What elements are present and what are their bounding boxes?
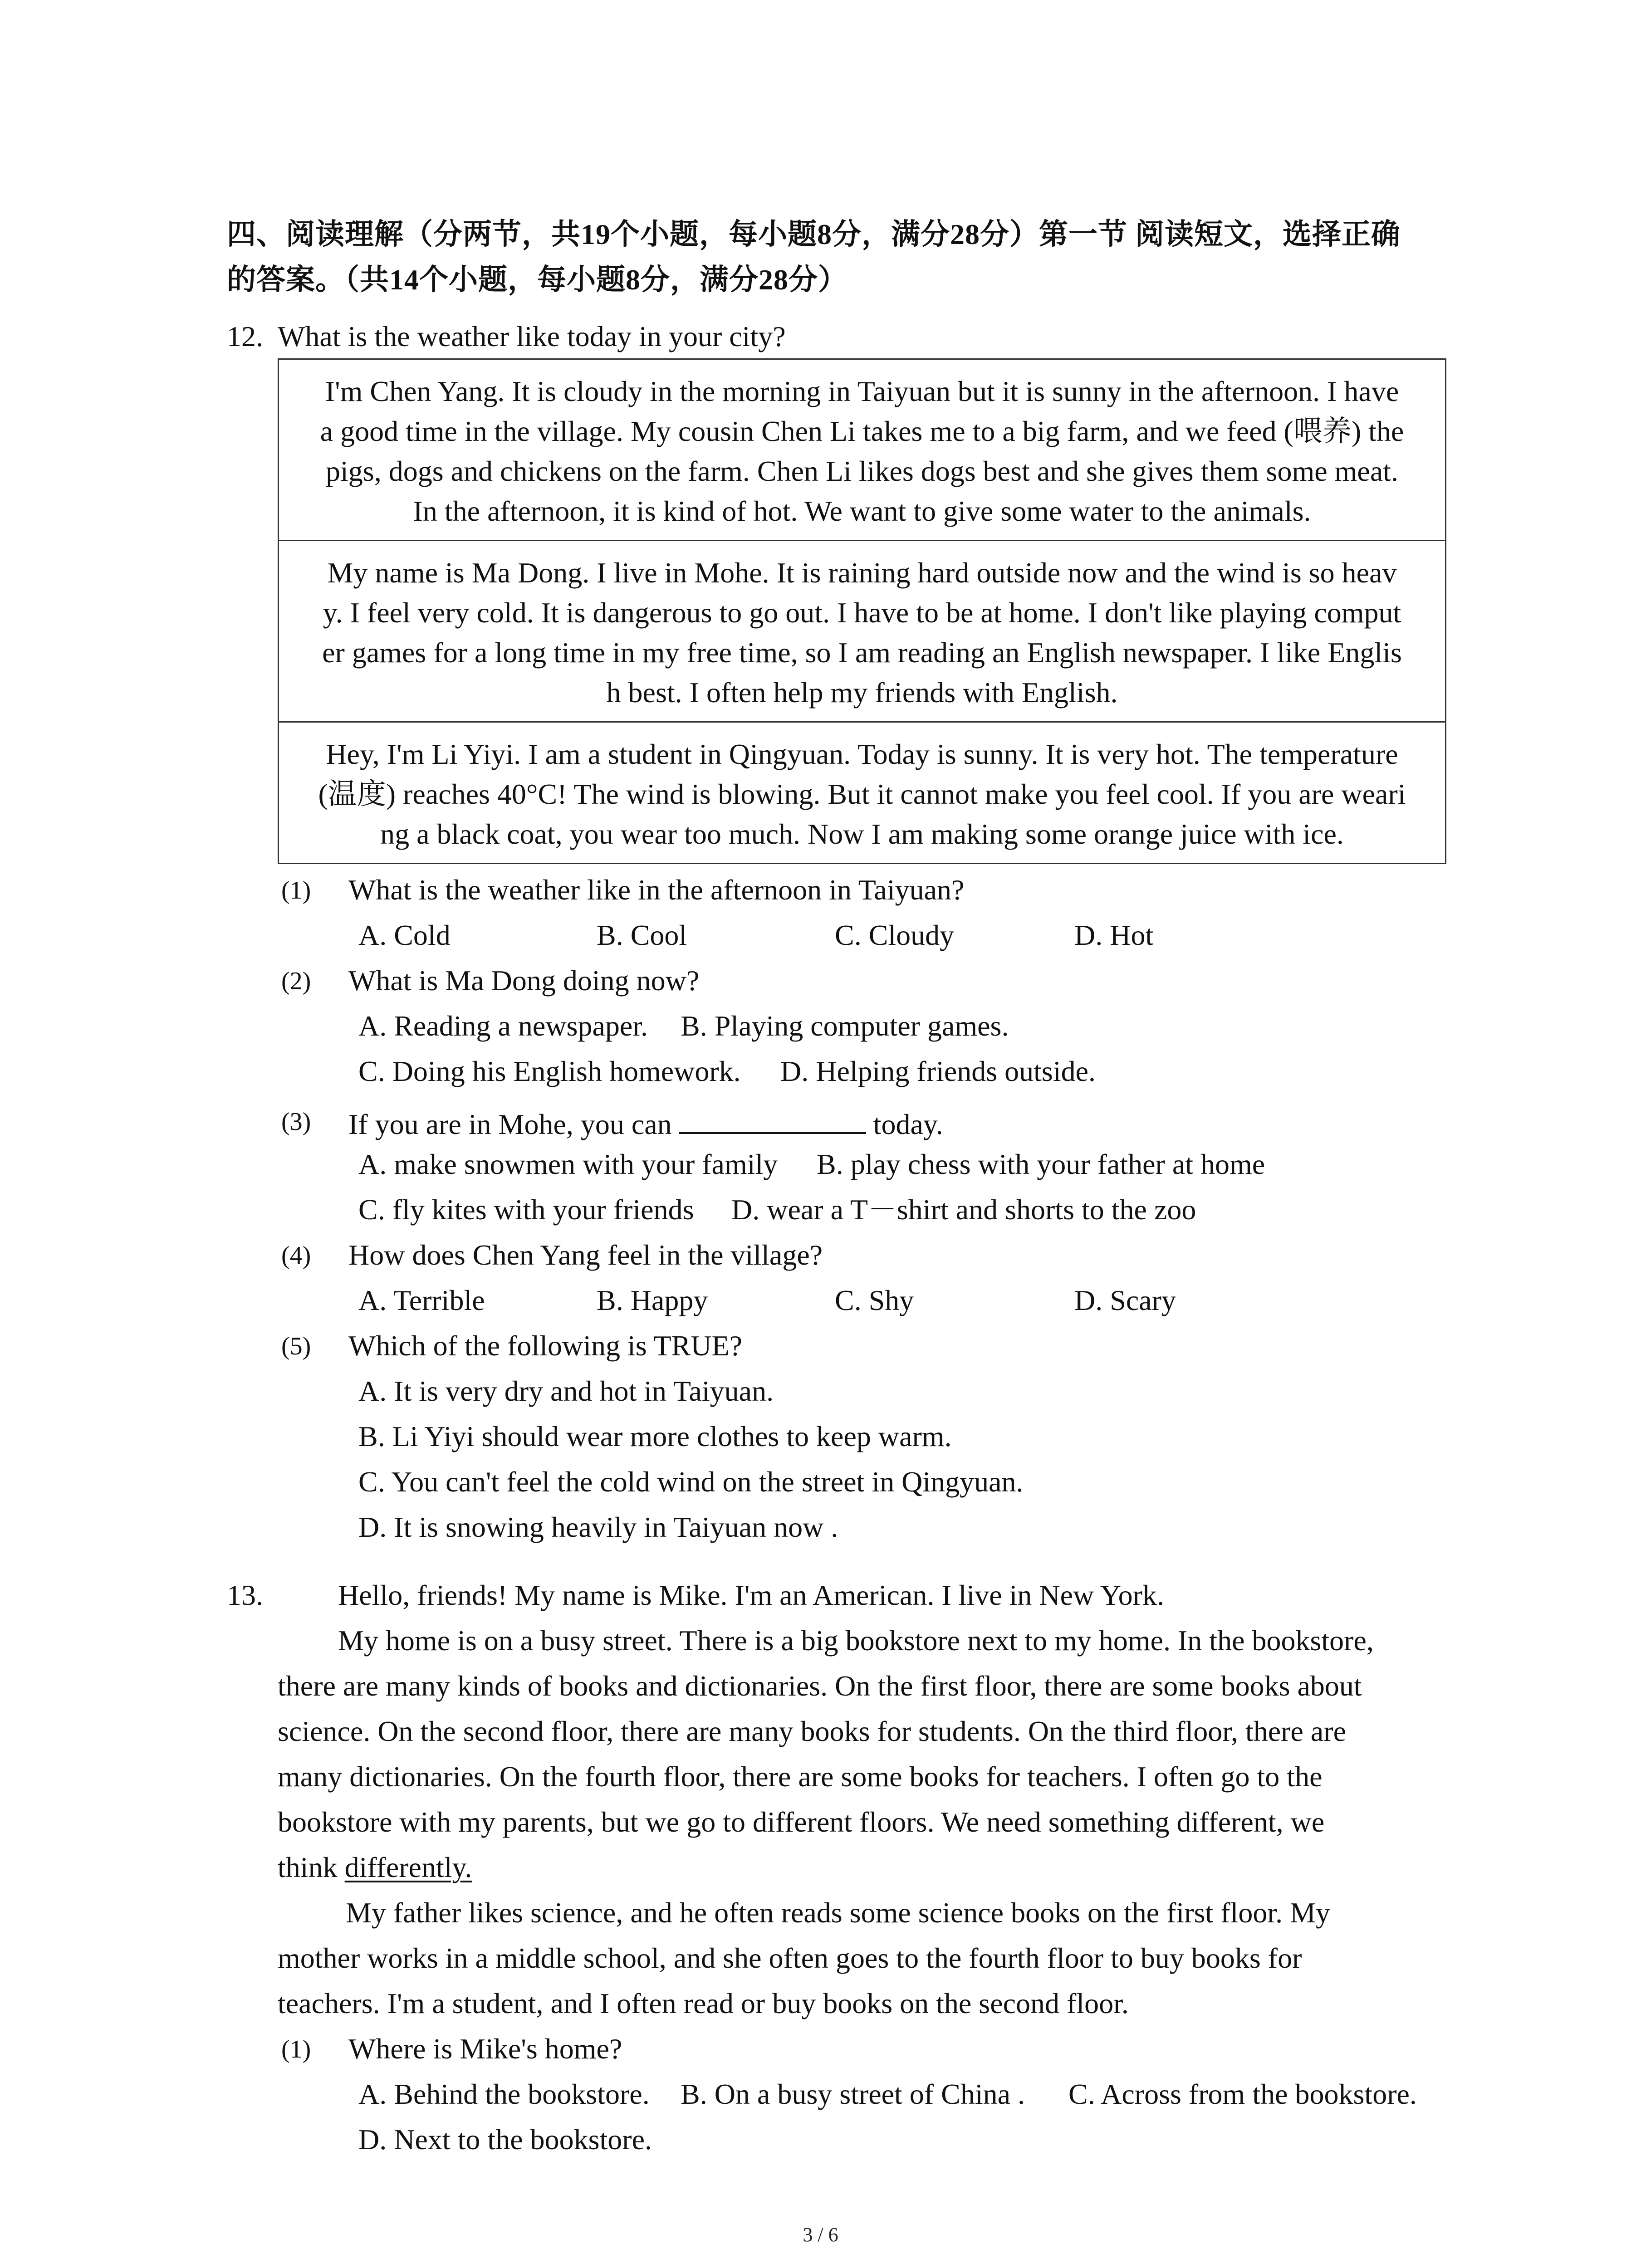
subquestion-number: (4) (281, 1242, 311, 1270)
passage-line: My name is Ma Dong. I live in Mohe. It is raining hard outside now and the wind is so heav (327, 557, 1397, 589)
option-a[interactable]: A. make snowmen with your family (358, 1148, 778, 1180)
subquestion-number: (3) (281, 1108, 311, 1136)
option-b[interactable]: B. Cool (597, 919, 687, 951)
passage-line: mother works in a middle school, and she often goes to the fourth floor to buy books for (278, 1942, 1302, 1974)
subquestion-text: Where is Mike's home? (348, 2033, 622, 2065)
passage-line: (温度) reaches 40°C! The wind is blowing. But it cannot make you feel cool. If you are weari (318, 778, 1406, 810)
option-c[interactable]: C. Cloudy (835, 919, 955, 951)
passage-line: Hello, friends! My name is Mike. I'm an American. I live in New York. (338, 1579, 1164, 1611)
subquestion-number: (1) (281, 876, 311, 904)
option-d[interactable]: D. Next to the bookstore. (358, 2123, 652, 2156)
subquestion-number: (1) (281, 2035, 311, 2063)
passage-line: h best. I often help my friends with English. (606, 676, 1118, 709)
option-b[interactable]: B. On a busy street of China . (681, 2078, 1025, 2110)
option-b[interactable]: B. Playing computer games. (681, 1010, 1009, 1042)
passage-line: teachers. I'm a student, and I often read or buy books on the second floor. (278, 1987, 1129, 2019)
page-number: 3 / 6 (803, 2224, 838, 2246)
option-a[interactable]: A. Terrible (358, 1284, 485, 1316)
option-c[interactable]: C. Shy (835, 1284, 914, 1316)
option-a[interactable]: A. Cold (358, 919, 451, 951)
passage-line (278, 1853, 472, 1882)
subquestion-number: (2) (281, 967, 311, 995)
passage-li-yiyi (279, 721, 1445, 864)
passage-line: Hey, I'm Li Yiyi. I am a student in Qingyuan. Today is sunny. It is very hot. The temperature (326, 738, 1398, 770)
passage-text: think (278, 1851, 338, 1883)
passage-line: In the afternoon, it is kind of hot. We want to give some water to the animals. (413, 495, 1311, 527)
option-c[interactable]: C. Across from the bookstore. (1068, 2078, 1417, 2110)
underlined-word: differently. (344, 1851, 472, 1883)
passage-line: er games for a long time in my free time, so I am reading an English newspaper. I like Englis (322, 636, 1402, 669)
option-a[interactable]: A. Reading a newspaper. (358, 1010, 648, 1042)
subquestion-text: How does Chen Yang feel in the village? (348, 1239, 823, 1271)
option-d[interactable]: D. Helping friends outside. (780, 1055, 1096, 1087)
subquestion-text: Which of the following is TRUE? (348, 1330, 742, 1362)
passage-ma-dong (279, 540, 1445, 721)
option-b[interactable]: B. Happy (597, 1284, 708, 1316)
option-c[interactable]: C. fly kites with your friends (358, 1193, 694, 1226)
subquestion-text-before: If you are in Mohe, you can (348, 1108, 672, 1140)
answer-blank[interactable] (679, 1107, 866, 1134)
option-b[interactable]: B. play chess with your father at home (817, 1148, 1265, 1180)
passage-line: ng a black coat, you wear too much. Now I am making some orange juice with ice. (380, 818, 1344, 850)
section-title-line-1: 四、阅读理解（分两节，共19个小题，每小题8分，满分28分）第一节 阅读短文，选择正确 (227, 218, 1401, 250)
option-b[interactable]: B. Li Yiyi should wear more clothes to keep warm. (358, 1420, 952, 1452)
option-a[interactable]: A. It is very dry and hot in Taiyuan. (358, 1375, 774, 1407)
option-c[interactable]: C. You can't feel the cold wind on the street in Qingyuan. (358, 1466, 1024, 1498)
subquestion-text: What is Ma Dong doing now? (348, 964, 700, 997)
option-d[interactable]: D. Scary (1074, 1284, 1176, 1316)
option-a[interactable]: A. Behind the bookstore. (358, 2078, 650, 2110)
section-title-line-2: 的答案。（共14个小题，每小题8分，满分28分） (227, 264, 847, 296)
passage-line: pigs, dogs and chickens on the farm. Chen Li likes dogs best and she gives them some meat. (326, 455, 1398, 487)
question-12-number: 12. (227, 320, 263, 352)
passage-chen-yang (279, 360, 1445, 541)
passage-line: there are many kinds of books and dictionaries. On the first floor, there are some books about (278, 1670, 1362, 1702)
passage-line: y. I feel very cold. It is dangerous to go out. I have to be at home. I don't like playing comput (323, 596, 1401, 629)
subquestion-text-after: today. (873, 1108, 943, 1140)
subquestion-number: (5) (281, 1332, 311, 1360)
passage-line: many dictionaries. On the fourth floor, there are some books for teachers. I often go to the (278, 1760, 1323, 1793)
passage-line: a good time in the village. My cousin Chen Li takes me to a big farm, and we feed (喂养) the (320, 415, 1404, 447)
passage-line: science. On the second floor, there are many books for students. On the third floor, there are (278, 1715, 1346, 1747)
option-d[interactable]: D. wear a T－shirt and shorts to the zoo (731, 1193, 1196, 1226)
passage-line: My home is on a busy street. There is a big bookstore next to my home. In the bookstore, (338, 1624, 1374, 1657)
passage-line: My father likes science, and he often reads some science books on the first floor. My (346, 1897, 1331, 1929)
subquestion-text (348, 1107, 943, 1139)
question-13-number: 13. (227, 1579, 263, 1611)
passage-line: I'm Chen Yang. It is cloudy in the morning in Taiyuan but it is sunny in the afternoon. I have (325, 375, 1399, 407)
option-d[interactable]: D. It is snowing heavily in Taiyuan now . (358, 1511, 838, 1543)
question-12-prompt: What is the weather like today in your city? (278, 320, 786, 352)
passages-table (278, 358, 1446, 864)
option-c[interactable]: C. Doing his English homework. (358, 1055, 741, 1087)
passage-line: bookstore with my parents, but we go to different floors. We need something different, we (278, 1806, 1325, 1838)
subquestion-text: What is the weather like in the afternoon in Taiyuan? (348, 874, 965, 906)
option-d[interactable]: D. Hot (1074, 919, 1154, 951)
